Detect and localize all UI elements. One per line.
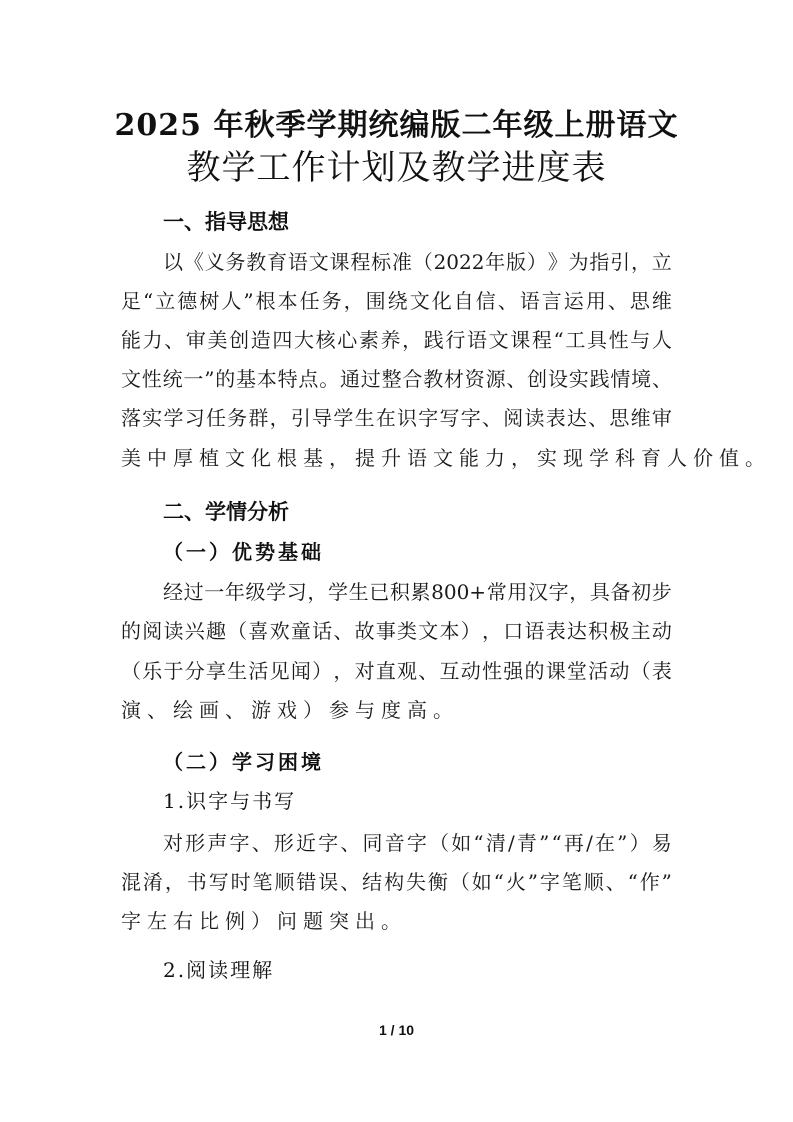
item-heading-literacy-writing: 1.识字与书写 (163, 789, 297, 813)
paragraph-line: 字左右比例）问题突出。 (121, 909, 407, 933)
paragraph-line: 经 过 一 年 级 学 习 ， 学 生 已 积 累 800+ 常 用 汉 字 ， 具 备 初 步 (163, 580, 672, 604)
paragraph-line: 以 《 义 务 教 育 语 文 课 程 标 准 （ 2022 年 版 ） 》 为 指 引 ， 立 (163, 250, 672, 274)
document-title-line-1: 2025 年秋季学期统编版二年级上册语文 (114, 108, 679, 143)
section-heading-learning-analysis: 二、学情分析 (163, 500, 289, 524)
paragraph-line: 足 “ 立 德 树 人 ” 根 本 任 务 ， 围 绕 文 化 自 信 、 语 言 运 用 、 思 维 (121, 289, 672, 313)
page-number: 1 / 10 (378, 1022, 415, 1038)
paragraph-line: 对 形 声 字 、 形 近 字 、 同 音 字 （ 如 “ 清 / 青 ” “ 再 / 在 ” ） 易 (163, 831, 672, 855)
paragraph-line: 混 淆 ， 书 写 时 笔 顺 错 误 、 结 构 失 衡 （ 如 “ 火 ” 字 笔 顺 、 “ 作 ” (121, 870, 672, 894)
paragraph-line: 能 力 、 审 美 创 造 四 大 核 心 素 养 ， 践 行 语 文 课 程 “ 工 具 性 与 人 (121, 328, 672, 352)
section-heading-guiding-ideology: 一、指导思想 (163, 210, 289, 234)
paragraph-line: 美中厚植文化根基，提升语文能力，实现学科育人价值。 (121, 446, 771, 470)
paragraph-line: （ 乐 于 分 享 生 活 见 闻 ） ， 对 直 观 、 互 动 性 强 的 课 堂 活 动 （ 表 (121, 659, 672, 683)
subsection-heading-difficulties: （二）学习困境 (163, 750, 324, 774)
paragraph-line: 文 性 统 一 ” 的 基 本 特 点 。 通 过 整 合 教 材 资 源 、 创 设 实 践 情 境 、 (121, 367, 672, 391)
document-title-line-2: 教学工作计划及教学进度表 (186, 148, 607, 188)
paragraph-line: 演、绘画、游戏）参与度高。 (121, 698, 459, 722)
paragraph-line: 落 实 学 习 任 务 群 ， 引 导 学 生 在 识 字 写 字 、 阅 读 表 达 、 思 维 审 (121, 406, 672, 430)
paragraph-line: 的 阅 读 兴 趣 （ 喜 欢 童 话 、 故 事 类 文 本 ） ， 口 语 表 达 积 极 主 动 (121, 619, 672, 643)
item-heading-reading-comprehension: 2.阅读理解 (163, 958, 275, 982)
subsection-heading-strengths: （一）优势基础 (163, 540, 324, 564)
